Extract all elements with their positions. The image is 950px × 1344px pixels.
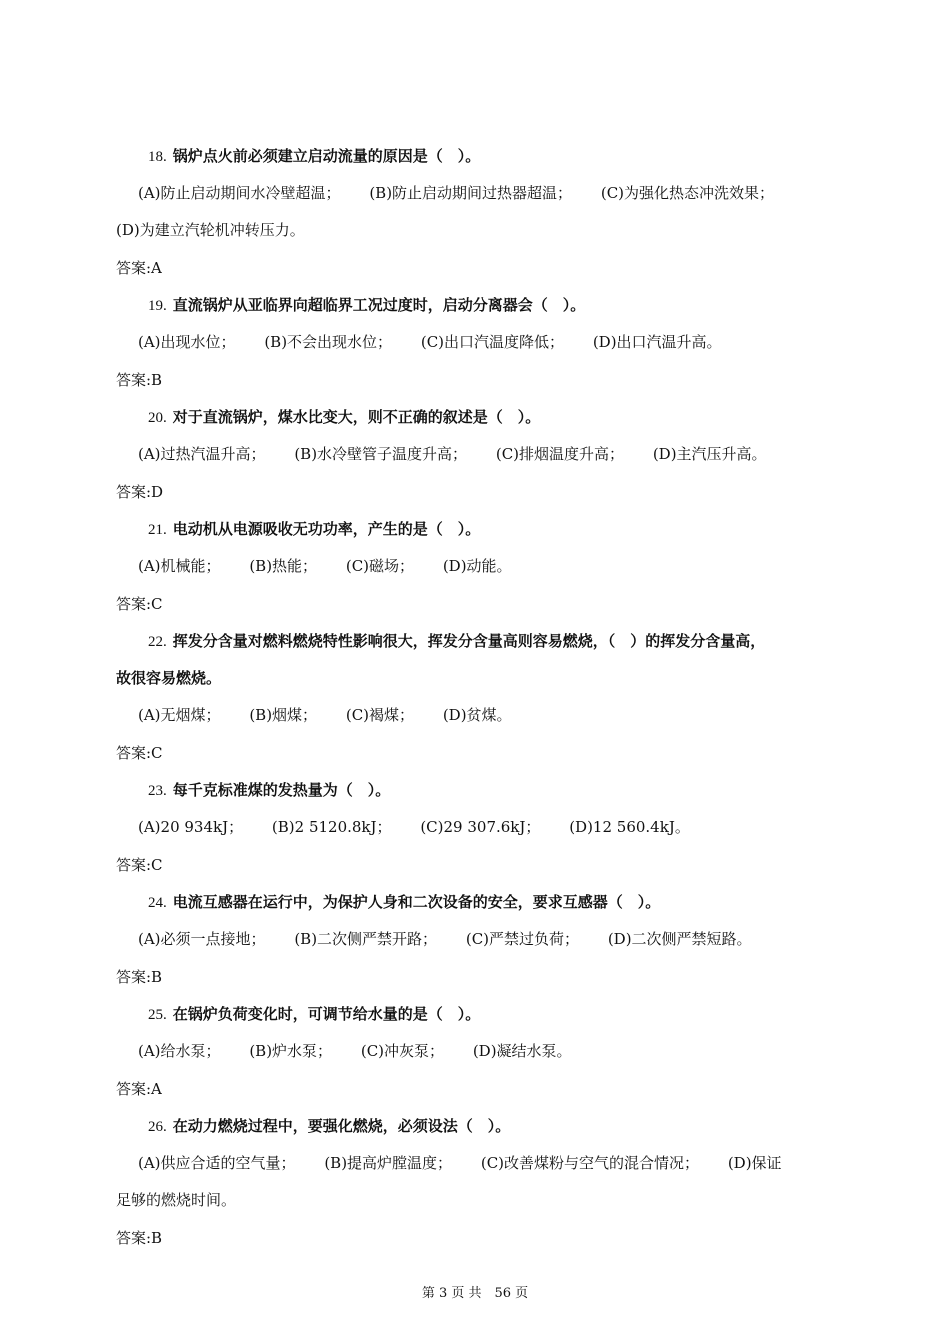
option-b: (B)2 5120.8kJ； [271, 818, 392, 836]
option-b: (B)热能； [249, 557, 318, 575]
option-c: (C)严禁过负荷； [465, 930, 580, 948]
option-a: (A)给水泵； [138, 1042, 221, 1060]
question-26: 26. 在动力燃烧过程中，要强化燃烧，必须设法（ ）。 [148, 1117, 511, 1135]
option-d: (D)贫煤。 [442, 706, 512, 724]
option-c: (C)排烟温度升高； [495, 445, 625, 463]
option-b: (B)炉水泵； [249, 1042, 333, 1060]
question-26-options [138, 1153, 782, 1173]
option-d: (D)二次侧严禁短路。 [607, 930, 752, 948]
option-b: (B)不会出现水位； [264, 333, 393, 351]
option-d: (D)出口汽温升高。 [592, 333, 722, 351]
option-d: (D)动能。 [442, 557, 512, 575]
option-d: (D)12 560.4kJ。 [569, 818, 690, 836]
option-a: (A)必须一点接地； [138, 930, 266, 948]
option-b: (B)防止启动期间过热器超温； [369, 184, 573, 202]
option-a: (A)机械能； [138, 557, 221, 575]
answer-21: 答案:C [116, 595, 163, 613]
answer-23: 答案:C [116, 856, 163, 874]
question-25: 25. 在锅炉负荷变化时，可调节给水量的是（ ）。 [148, 1005, 481, 1023]
answer-26: 答案:B [116, 1229, 163, 1247]
question-21: 21. 电动机从电源吸收无功功率，产生的是（ ）。 [148, 520, 481, 538]
answer-20: 答案:D [116, 483, 164, 501]
option-c: (C)出口汽温度降低； [420, 333, 565, 351]
question-18-options [138, 183, 774, 203]
question-22-options [138, 705, 536, 725]
option-b: (B)水冷壁管子温度升高； [294, 445, 468, 463]
answer-24: 答案:B [116, 968, 163, 986]
option-c: (C)冲灰泵； [360, 1042, 445, 1060]
question-24-options [138, 929, 776, 949]
question-19-options [138, 332, 746, 352]
answer-18: 答案:A [116, 259, 162, 277]
page-footer: 第 3 页 共 56 页 [421, 1286, 529, 1301]
question-22: 22. 挥发分含量对燃料燃烧特性影响很大，挥发分含量高则容易燃烧，（ ）的挥发分含量高， [148, 632, 766, 650]
option-c: (C)褐煤； [345, 706, 415, 724]
option-c: (C)29 307.6kJ； [420, 818, 541, 836]
question-20-options [138, 444, 791, 464]
answer-25: 答案:A [116, 1080, 162, 1098]
option-c: (C)为强化热态冲洗效果； [600, 184, 775, 202]
option-d-continued: 足够的燃烧时间。 [116, 1191, 237, 1209]
question-24: 24. 电流互感器在运行中，为保护人身和二次设备的安全，要求互感器（ ）。 [148, 893, 661, 911]
option-b: (B)提高炉膛温度； [324, 1154, 453, 1172]
question-23: 23. 每千克标准煤的发热量为（ ）。 [148, 781, 391, 799]
option-a: (A)无烟煤； [138, 706, 221, 724]
option-c: (C)改善煤粉与空气的混合情况； [480, 1154, 700, 1172]
option-c: (C)磁场； [345, 557, 415, 575]
option-d: (D)主汽压升高。 [652, 445, 767, 463]
option-a: (A)出现水位； [138, 333, 236, 351]
option-a: (A)防止启动期间水冷壁超温； [138, 184, 341, 202]
question-20: 20. 对于直流锅炉，煤水比变大，则不正确的叙述是（ ）。 [148, 408, 541, 426]
option-a: (A)过热汽温升高； [138, 445, 266, 463]
question-22-continued: 故很容易燃烧。 [116, 669, 222, 687]
answer-22: 答案:C [116, 744, 163, 762]
option-b: (B)烟煤； [249, 706, 318, 724]
question-25-options [138, 1041, 596, 1061]
option-a: (A)供应合适的空气量； [138, 1154, 296, 1172]
question-21-options [138, 556, 536, 576]
answer-19: 答案:B [116, 371, 163, 389]
question-18: 18. 锅炉点火前必须建立启动流量的原因是（ ）。 [148, 147, 481, 165]
question-19: 19. 直流锅炉从亚临界向超临界工况过度时，启动分离器会（ ）。 [148, 296, 586, 314]
option-b: (B)二次侧严禁开路； [294, 930, 438, 948]
question-23-options [138, 817, 714, 837]
option-a: (A)20 934kJ； [138, 818, 244, 836]
option-d: (D)保证 [727, 1154, 782, 1172]
option-d: (D)为建立汽轮机冲转压力。 [116, 221, 305, 239]
option-d: (D)凝结水泵。 [472, 1042, 572, 1060]
